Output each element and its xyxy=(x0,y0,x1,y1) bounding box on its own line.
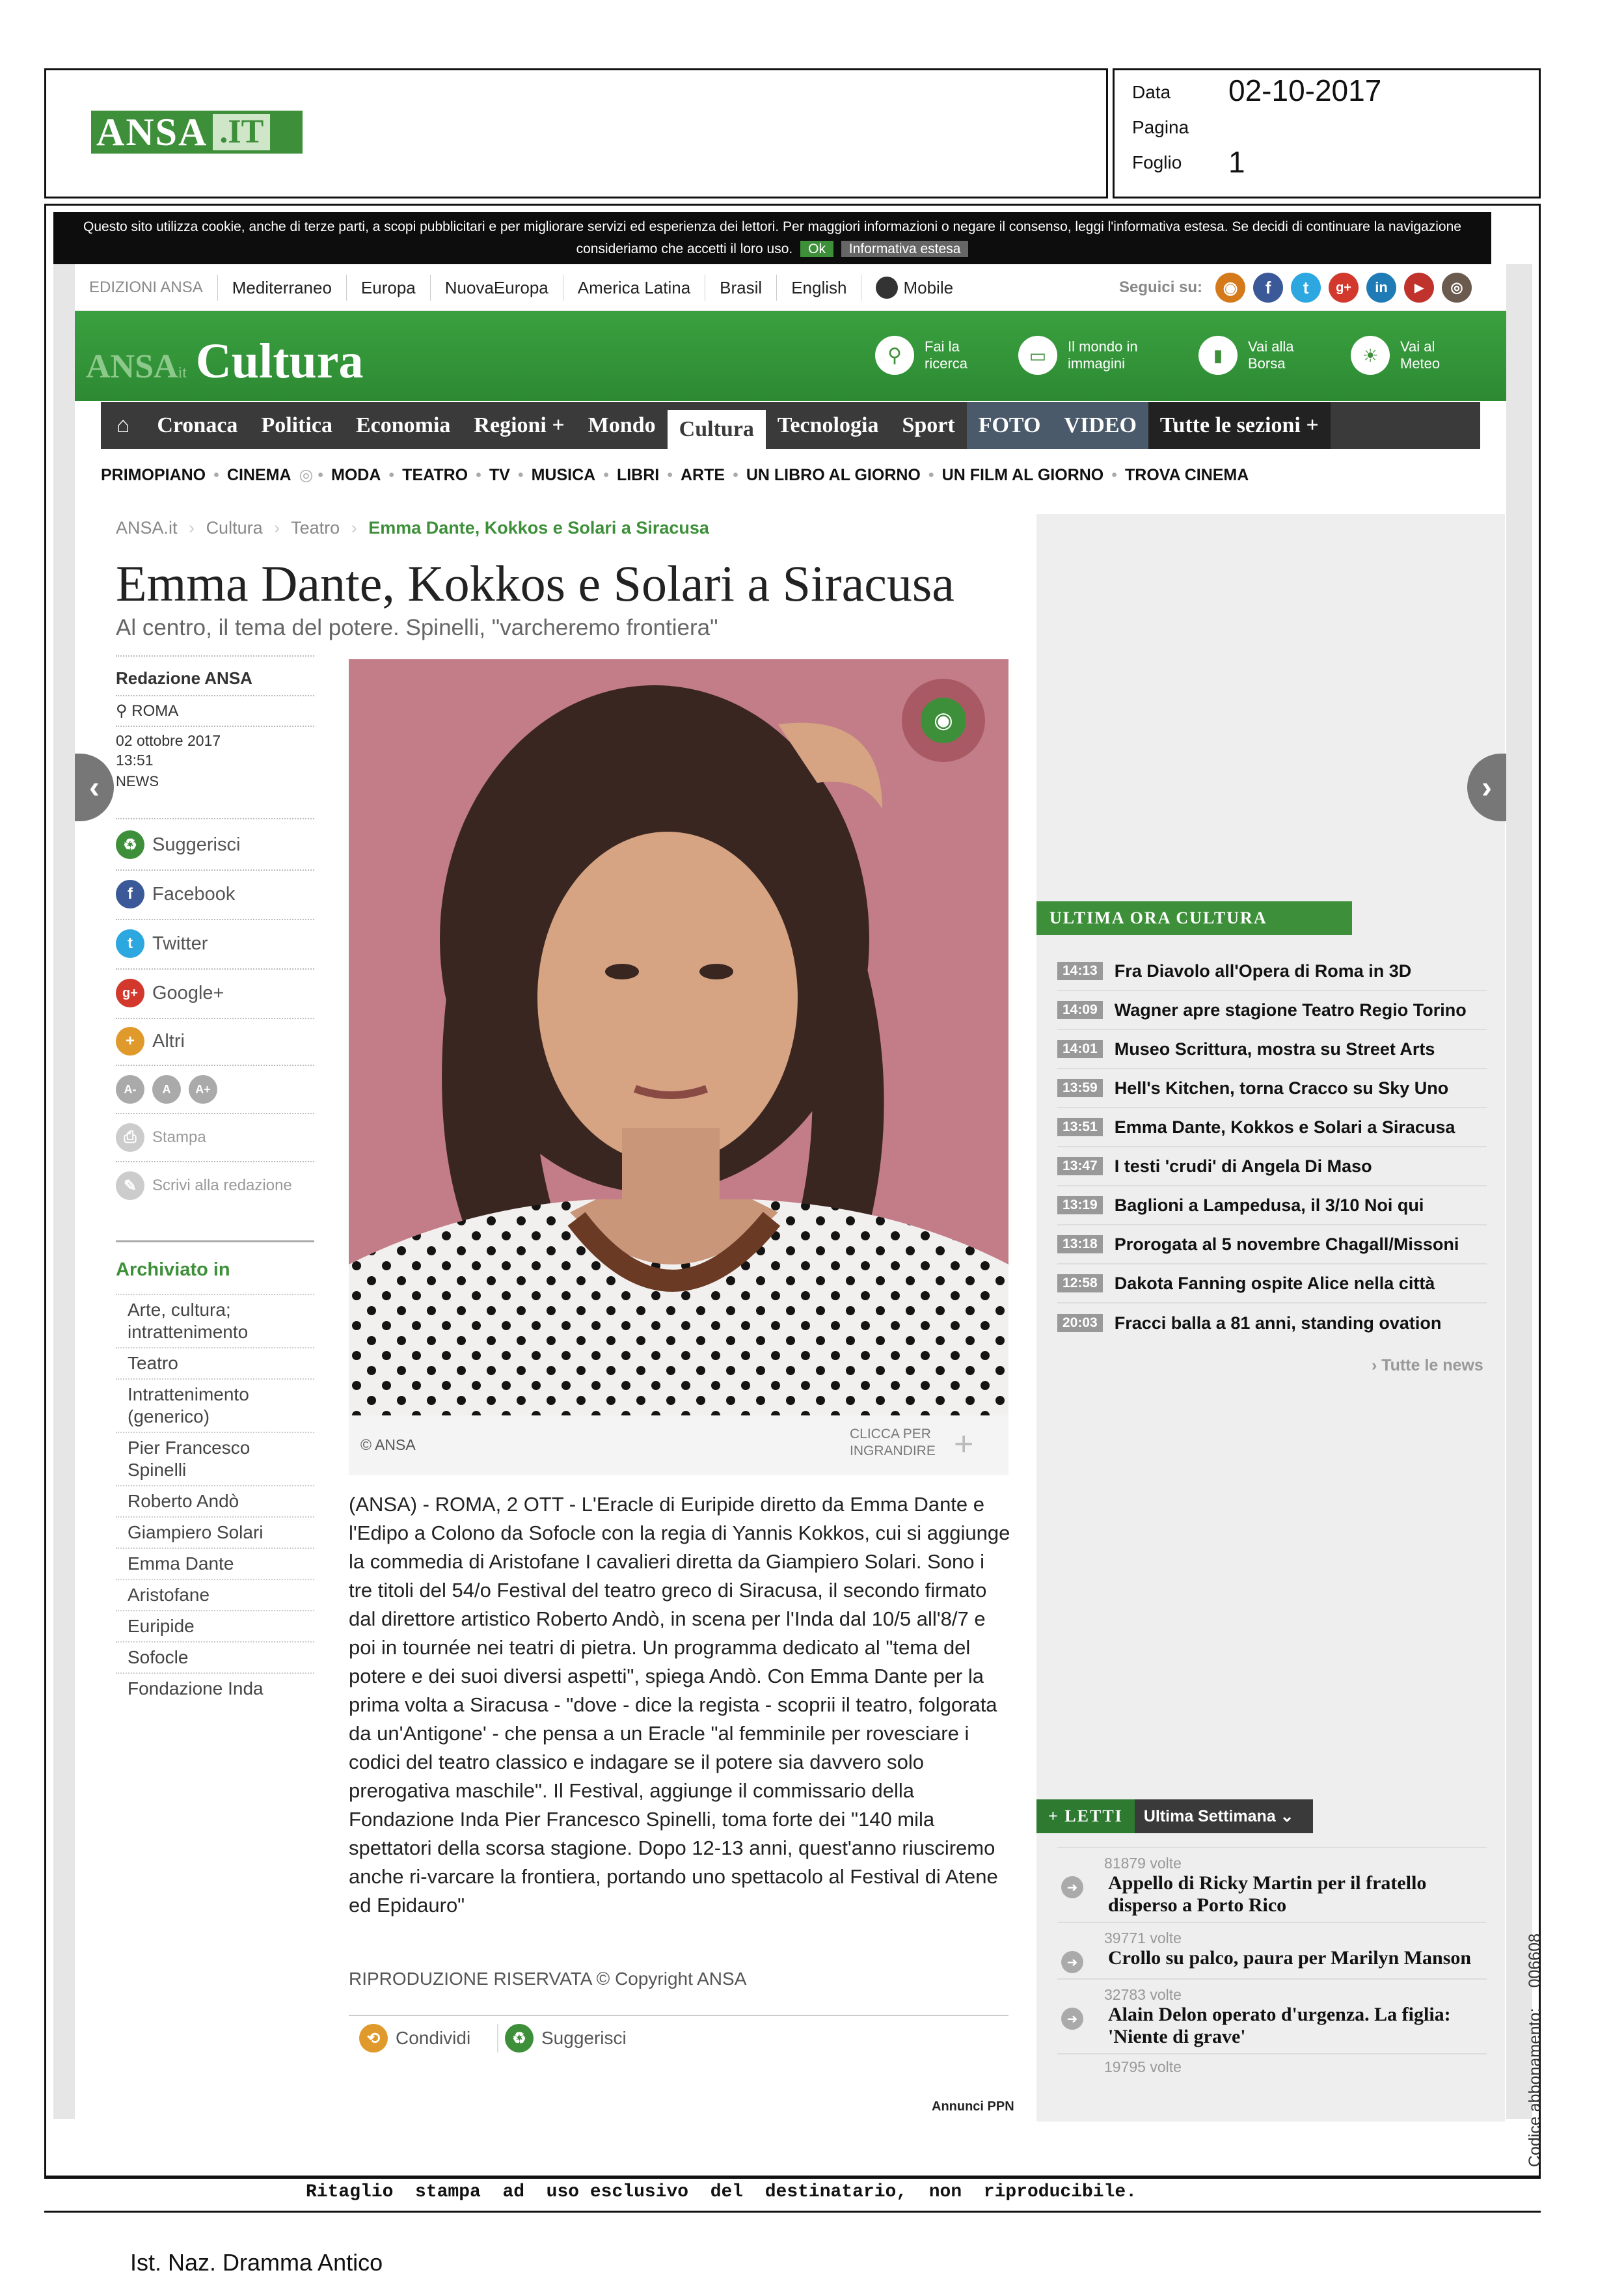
breadcrumb: ANSA.it › Cultura › Teatro › Emma Dante, Kokkos e Solari a Siracusa xyxy=(116,518,709,538)
most-read-item[interactable] xyxy=(1057,1978,1487,2053)
read-count: 32783 volte xyxy=(1104,1986,1182,2003)
tool-borsa-l1: Vai alla xyxy=(1248,338,1294,355)
font-size-controls xyxy=(116,1075,225,1104)
ansa-it-logo[interactable] xyxy=(91,111,303,154)
chevron-right-icon: › xyxy=(1482,770,1492,805)
enlarge-link[interactable] xyxy=(850,1426,936,1460)
chart-icon: ▮ xyxy=(1198,336,1238,375)
facebook-share-icon: f xyxy=(116,880,144,908)
suggest-button[interactable] xyxy=(497,2024,627,2053)
subnav-libri[interactable]: LIBRI xyxy=(616,465,660,484)
news-time: 14:09 xyxy=(1057,1001,1103,1019)
news-time: 13:59 xyxy=(1057,1079,1103,1097)
print-label: Stampa xyxy=(152,1128,206,1146)
nav-cultura[interactable]: Cultura xyxy=(668,410,766,449)
crumb-cultura[interactable]: Cultura xyxy=(206,518,263,538)
meta-separator xyxy=(116,1113,314,1114)
nav-foto[interactable]: FOTO xyxy=(967,402,1053,449)
archive-title: Archiviato in xyxy=(116,1259,230,1280)
news-time: 13:19 xyxy=(1057,1196,1103,1214)
news-title: Dakota Fanning ospite Alice nella città xyxy=(1114,1273,1435,1293)
archive-item[interactable]: Aristofane xyxy=(116,1580,314,1611)
pencil-icon: ✎ xyxy=(116,1171,144,1200)
page-bg-right xyxy=(1506,264,1532,2119)
share-altri[interactable] xyxy=(116,1027,185,1056)
latest-news-item[interactable] xyxy=(1057,1108,1487,1147)
camera-icon: ◉ xyxy=(921,698,966,743)
tool-meteo[interactable] xyxy=(1351,336,1440,375)
section-name: Cultura xyxy=(195,334,364,389)
article-date: 02 ottobre 2017 xyxy=(116,732,221,749)
share-google[interactable] xyxy=(116,979,224,1007)
article-photo[interactable] xyxy=(349,659,1008,1415)
meta-separator xyxy=(116,869,314,871)
tool-borsa[interactable] xyxy=(1198,336,1294,375)
googleplus-share-icon: g+ xyxy=(116,979,144,1007)
most-read-period[interactable] xyxy=(1135,1799,1313,1833)
article-place-text: ROMA xyxy=(131,702,179,720)
page-bg-left xyxy=(53,264,75,2119)
edition-nuovaeuropa[interactable]: NuovaEuropa xyxy=(431,275,563,301)
meta-separator xyxy=(116,1065,314,1066)
arrow-circle-icon: ➜ xyxy=(1061,1876,1083,1898)
cookie-banner xyxy=(53,212,1491,264)
latest-news-item[interactable] xyxy=(1057,1225,1487,1264)
pagina-label: Pagina xyxy=(1132,117,1189,137)
read-count: 81879 volte xyxy=(1104,1855,1182,1872)
edition-english[interactable]: English xyxy=(777,275,861,301)
logo-main: ANSA xyxy=(96,110,208,154)
latest-news-item[interactable] xyxy=(1057,1069,1487,1108)
article-time: 13:51 xyxy=(116,752,154,769)
section-logo-ansa: ANSA xyxy=(86,348,178,385)
linkedin-icon[interactable]: in xyxy=(1366,273,1396,303)
editions-label: EDIZIONI ANSA xyxy=(75,275,218,301)
main-nav xyxy=(101,402,1480,449)
most-read-item[interactable] xyxy=(1057,1847,1487,1922)
font-increase-icon[interactable]: A+ xyxy=(189,1075,217,1104)
share-google-label: Google+ xyxy=(152,982,224,1003)
nav-cronaca[interactable]: Cronaca xyxy=(157,413,238,437)
edition-america-latina[interactable]: America Latina xyxy=(563,275,705,301)
article-subtitle: Al centro, il tema del potere. Spinelli, "varcheremo frontiera" xyxy=(116,615,718,640)
subnav-arte[interactable]: ARTE xyxy=(681,465,725,484)
share-icon: ⟲ xyxy=(359,2024,388,2053)
latest-news-item[interactable] xyxy=(1057,1264,1487,1303)
nav-politica[interactable]: Politica xyxy=(261,413,332,437)
crumb-teatro[interactable]: Teatro xyxy=(291,518,340,538)
follow-us xyxy=(1119,269,1472,306)
most-read-item[interactable] xyxy=(1057,1922,1487,1978)
logo-suffix: .IT xyxy=(213,114,270,150)
tool-meteo-l2: Meteo xyxy=(1400,355,1441,372)
archive-item[interactable]: Sofocle xyxy=(116,1643,314,1674)
edition-mobile-label: Mobile xyxy=(903,277,954,297)
subscription-code xyxy=(1526,1933,1545,2167)
facebook-icon[interactable]: f xyxy=(1253,273,1283,303)
monitor-icon: ▭ xyxy=(1018,336,1057,375)
archive-top-line xyxy=(116,1240,314,1242)
section-logo[interactable] xyxy=(86,333,364,390)
crumb-home[interactable]: ANSA.it xyxy=(116,518,178,538)
tool-images-l1: Il mondo in xyxy=(1068,338,1138,355)
copyright-notice: RIPRODUZIONE RISERVATA © Copyright ANSA xyxy=(349,1969,747,1989)
write-link[interactable] xyxy=(116,1171,292,1200)
nav-economia[interactable]: Economia xyxy=(355,413,451,437)
tool-images[interactable] xyxy=(1018,336,1138,375)
share-facebook-label: Facebook xyxy=(152,883,236,905)
subscription-code-label: Codice abbonamento: xyxy=(1526,2008,1544,2167)
meta-separator xyxy=(116,818,314,819)
tool-images-l2: immagini xyxy=(1068,355,1126,372)
article-author: Redazione ANSA xyxy=(116,668,252,688)
foglio-value: 1 xyxy=(1228,145,1245,179)
plus-icon[interactable]: + xyxy=(954,1425,974,1463)
news-title: Emma Dante, Kokkos e Solari a Siracusa xyxy=(1114,1117,1455,1137)
article-place xyxy=(116,702,178,720)
news-title: Wagner apre stagione Teatro Regio Torino xyxy=(1114,1000,1467,1020)
data-value: 02-10-2017 xyxy=(1228,74,1382,107)
latest-news-item[interactable] xyxy=(1057,991,1487,1030)
nav-mondo[interactable]: Mondo xyxy=(588,413,656,437)
news-title: Baglioni a Lampedusa, il 3/10 Noi qui xyxy=(1114,1195,1424,1215)
share-suggerisci-label: Suggerisci xyxy=(152,834,241,855)
archive-item[interactable]: Emma Dante xyxy=(116,1549,314,1580)
plus-icon: + xyxy=(116,1027,144,1056)
most-read-header xyxy=(1036,1799,1313,1833)
footer-notice: Ritaglio stampa ad uso esclusivo del destinatario, non riproducibile. xyxy=(306,2182,1137,2202)
sub-nav: PRIMOPIANO • CINEMA ◎ • MODA • TEATRO • TV • MUSICA • LIBRI • ARTE • UN LIBRO AL GIORNO • UN FILM AL GIORNO • TROVA CINEMA xyxy=(101,465,1249,484)
news-time: 12:58 xyxy=(1057,1274,1103,1292)
news-time: 13:18 xyxy=(1057,1235,1103,1253)
write-label: Scrivi alla redazione xyxy=(152,1177,292,1194)
share-label: Condividi xyxy=(396,2028,471,2048)
edition-mobile[interactable] xyxy=(861,275,968,301)
archive-item[interactable]: Giampiero Solari xyxy=(116,1518,314,1549)
foglio-label: Foglio xyxy=(1132,152,1182,172)
news-time: 13:51 xyxy=(1057,1118,1103,1136)
weather-icon: ☀ xyxy=(1351,336,1390,375)
latest-news-item[interactable] xyxy=(1057,1186,1487,1225)
footer-notice-line xyxy=(44,2176,1541,2177)
subnav-trova-cinema[interactable]: TROVA CINEMA xyxy=(1125,465,1249,484)
recycle-icon: ♻ xyxy=(116,830,144,859)
archive-item[interactable]: Teatro xyxy=(116,1348,314,1380)
tool-search-l1: Fai la xyxy=(925,338,960,355)
share-twitter-label: Twitter xyxy=(152,933,208,954)
subnav-tv[interactable]: TV xyxy=(489,465,510,484)
article-title: Emma Dante, Kokkos e Solari a Siracusa xyxy=(116,555,954,612)
chevron-left-icon: ‹ xyxy=(89,770,100,805)
data-label: Data xyxy=(1132,82,1171,102)
zoom-photo-button[interactable] xyxy=(902,679,985,762)
most-read-period-label: Ultima Settimana xyxy=(1143,1807,1276,1825)
cookie-ok-button[interactable]: Ok xyxy=(800,241,833,257)
news-time: 14:01 xyxy=(1057,1040,1103,1058)
news-title: Fra Diavolo all'Opera di Roma in 3D xyxy=(1114,961,1412,981)
meta-separator xyxy=(116,726,314,727)
subnav-primopiano[interactable]: PRIMOPIANO xyxy=(101,465,206,484)
subscription-code-value: 006608 xyxy=(1526,1933,1544,1988)
tool-meteo-l1: Vai al xyxy=(1400,338,1435,355)
share-altri-label: Altri xyxy=(152,1030,185,1052)
enlarge-line1: CLICCA PER xyxy=(850,1426,931,1441)
nav-sport[interactable]: Sport xyxy=(902,413,955,437)
archive-list xyxy=(116,1294,314,1704)
all-news-link[interactable]: › Tutte le news xyxy=(1372,1356,1483,1374)
photo-caption-bar xyxy=(349,1415,1008,1475)
arrow-circle-icon: ➜ xyxy=(1061,1951,1083,1973)
tool-borsa-l2: Borsa xyxy=(1248,355,1286,372)
enlarge-line2: INGRANDIRE xyxy=(850,1443,936,1458)
latest-news-item[interactable] xyxy=(1057,1303,1487,1343)
tool-search-l2: ricerca xyxy=(925,355,968,372)
portrait-illustration xyxy=(349,659,1008,1415)
meta-separator xyxy=(116,968,314,970)
footer-source: Ist. Naz. Dramma Antico xyxy=(130,2249,383,2276)
share-button[interactable] xyxy=(359,2024,470,2053)
twitter-share-icon: t xyxy=(116,929,144,958)
meta-top-separator xyxy=(116,655,314,657)
ads-label: Annunci PPN xyxy=(932,2099,1014,2114)
article-kind: NEWS xyxy=(116,773,159,789)
news-time: 13:47 xyxy=(1057,1157,1103,1175)
news-time: 20:03 xyxy=(1057,1314,1103,1332)
section-logo-it: it xyxy=(178,364,187,381)
read-title: Alain Delon operato d'urgenza. La figlia: 'Niente di grave' xyxy=(1108,2004,1451,2047)
youtube-icon[interactable]: ▶ xyxy=(1404,273,1434,303)
subnav-teatro[interactable]: TEATRO xyxy=(402,465,468,484)
rss-icon[interactable]: ◉ xyxy=(1215,273,1245,303)
nav-video[interactable]: VIDEO xyxy=(1052,402,1148,449)
archive-item[interactable]: Roberto Andò xyxy=(116,1486,314,1518)
twitter-icon[interactable]: t xyxy=(1291,273,1321,303)
archive-item[interactable]: Euripide xyxy=(116,1611,314,1643)
most-read-tag: + LETTI xyxy=(1048,1807,1123,1825)
archive-item[interactable]: Intrattenimento (generico) xyxy=(116,1380,314,1433)
print-icon: ⎙ xyxy=(116,1123,144,1152)
print-link[interactable] xyxy=(116,1123,206,1152)
article-body: (ANSA) - ROMA, 2 OTT - L'Eracle di Euripide diretto da Emma Dante e l'Edipo a Colono da Sofocle con la regia di Yannis Kokkos, cui si aggiunge la commedia di Aristofane I cavalieri diretta da Giampiero Solari. Sono i tre titoli del 54/o Festival del teatro greco di Siracusa, il secondo firmato dal direttore artistico Roberto Andò, in scena per l'Inda dal 10/5 all'8/7 e poi in tournée nei teatri di pietra. Un programma dedicato al "tema del potere e dei suoi diversi aspetti", spiega Andò. Con Emma Dante per la prima volta a Siracusa - "dove - dice la regista - scoprii il teatro, folgorata da un'Antigone' - che pensa a un Eracle "al femminile per rovesciare i codici del teatro classico e indagare se il potere sia davvero solo prerogativa maschile". Il Festival, aggiunge il commissario della Fondazione Inda Pier Francesco Spinelli, toma forte dei "140 mila spettatori della scorsa stagione. Dopo 12-13 anni, quest'anno riusciremo anche ri-varcare la frontiera, portando uno spettacolo al Festival di Atene ed Epidauro" xyxy=(349,1493,1010,1917)
nav-regioni[interactable]: Regioni + xyxy=(474,413,565,437)
archive-item[interactable]: Fondazione Inda xyxy=(128,1678,264,1699)
instagram-icon[interactable]: ◎ xyxy=(1442,273,1472,303)
nav-all-sections[interactable]: Tutte le sezioni + xyxy=(1148,402,1331,449)
news-title: Prorogata al 5 novembre Chagall/Missoni xyxy=(1114,1234,1459,1254)
edition-europa[interactable]: Europa xyxy=(347,275,431,301)
latest-news-header: ULTIMA ORA CULTURA xyxy=(1036,901,1352,935)
latest-news-item[interactable] xyxy=(1057,1030,1487,1069)
arrow-circle-icon: ➜ xyxy=(1061,2008,1083,2030)
search-icon: ⚲ xyxy=(875,336,914,375)
crumb-current: Emma Dante, Kokkos e Solari a Siracusa xyxy=(368,518,709,538)
edition-mediterraneo[interactable]: Mediterraneo xyxy=(218,275,347,301)
read-count: 19795 volte xyxy=(1104,2058,1182,2075)
mobile-icon xyxy=(876,277,898,299)
read-title: Crollo su palco, paura per Marilyn Manson xyxy=(1108,1947,1472,1969)
article-bottom-line xyxy=(349,2015,1008,2016)
tool-search[interactable] xyxy=(875,336,968,375)
meta-separator xyxy=(116,1018,314,1019)
cookie-info-link[interactable]: Informativa estesa xyxy=(841,241,969,257)
font-reset-icon[interactable]: A xyxy=(152,1075,181,1104)
share-facebook[interactable] xyxy=(116,880,235,908)
archive-item[interactable]: Arte, cultura; intrattenimento xyxy=(116,1295,314,1348)
most-read-item[interactable] xyxy=(1057,2053,1487,2076)
home-icon[interactable]: ⌂ xyxy=(116,413,130,437)
archive-item[interactable]: Pier Francesco Spinelli xyxy=(116,1433,314,1486)
font-decrease-icon[interactable]: A- xyxy=(116,1075,144,1104)
share-twitter[interactable] xyxy=(116,929,208,958)
subnav-film-giorno[interactable]: UN FILM AL GIORNO xyxy=(941,465,1104,484)
subnav-cinema[interactable]: CINEMA xyxy=(226,465,291,484)
news-time: 14:13 xyxy=(1057,962,1103,980)
most-read-list xyxy=(1057,1847,1487,2076)
edition-brasil[interactable]: Brasil xyxy=(705,275,777,301)
recycle-icon: ♻ xyxy=(505,2024,534,2053)
footer-notice-bottom xyxy=(44,2211,1541,2213)
meta-separator xyxy=(116,919,314,920)
read-count: 39771 volte xyxy=(1104,1930,1182,1946)
nav-tecnologia[interactable]: Tecnologia xyxy=(777,413,879,437)
read-title: Appello di Ricky Martin per il fratello disperso a Porto Rico xyxy=(1108,1872,1427,1916)
share-suggerisci[interactable] xyxy=(116,830,240,859)
googleplus-icon[interactable]: g+ xyxy=(1329,273,1359,303)
news-title: Museo Scrittura, mostra su Street Arts xyxy=(1114,1039,1435,1059)
follow-label: Seguici su: xyxy=(1119,279,1203,296)
news-title: I testi 'crudi' di Angela Di Maso xyxy=(1114,1156,1372,1176)
news-title: Fracci balla a 81 anni, standing ovation xyxy=(1114,1313,1442,1333)
location-pin-icon: ⚲ xyxy=(116,702,132,720)
latest-news-item[interactable] xyxy=(1057,952,1487,991)
cookie-text: Questo sito utilizza cookie, anche di terze parti, a scopi pubblicitari e per migliorare servizi ed esperienza dei lettori. Per maggiori informazioni o negare il consenso, leggi l'informativa estesa. Se decidi di continuare la navigazione consideriamo che accetti il loro uso. xyxy=(83,219,1461,256)
subnav-libro-giorno[interactable]: UN LIBRO AL GIORNO xyxy=(746,465,921,484)
photo-credit: © ANSA xyxy=(360,1436,416,1453)
meta-separator xyxy=(116,1161,314,1162)
news-title: Hell's Kitchen, torna Cracco su Sky Uno xyxy=(1114,1078,1449,1098)
chevron-down-icon: ⌄ xyxy=(1280,1807,1294,1825)
latest-news-item[interactable] xyxy=(1057,1147,1487,1186)
meta-separator xyxy=(116,695,314,696)
subnav-moda[interactable]: MODA xyxy=(331,465,381,484)
subnav-musica[interactable]: MUSICA xyxy=(531,465,596,484)
suggest-label: Suggerisci xyxy=(541,2028,627,2048)
